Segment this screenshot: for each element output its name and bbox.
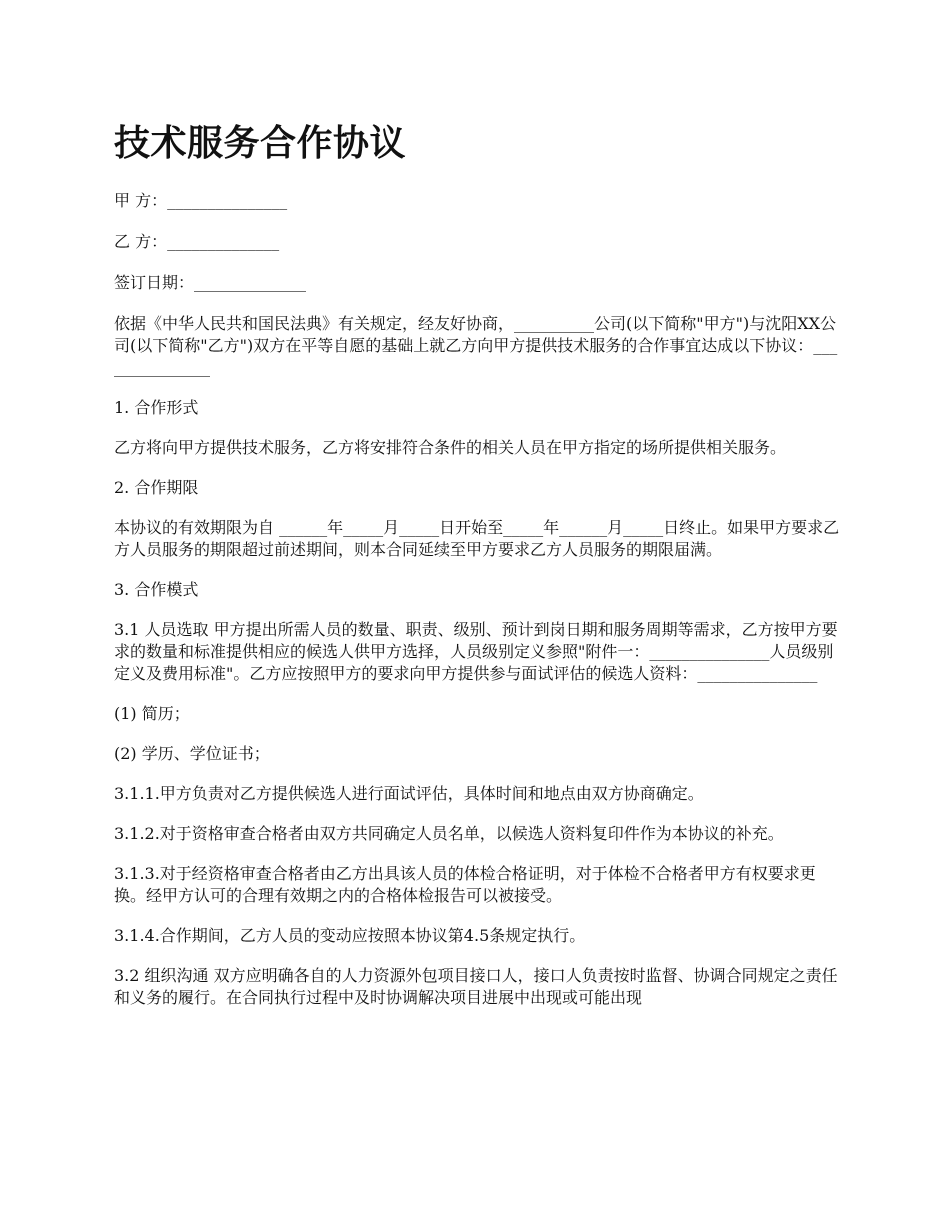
section-1-heading: 1. 合作形式	[114, 398, 199, 417]
section-3-1-2-paragraph: 3.1.2.对于资格审查合格者由双方共同确定人员名单，以候选人资料复印件作为本协议的补充。	[114, 824, 784, 843]
section-3-1-paragraph: 3.1 人员选取 甲方提出所需人员的数量、职责、级别、预计到岗日期和服务周期等需求，乙方按甲方要求的数量和标准提供相应的候选人供甲方选择，人员级别定义参照"附件一：_______________人员级别定义及费用标准"。乙方应按照甲方的要求向甲方提供参与面试评估的候选人资料：_______________	[114, 620, 838, 683]
party-b-line: 乙 方：______________	[114, 232, 280, 251]
section-3-1-4-paragraph: 3.1.4.合作期间，乙方人员的变动应按照本协议第4.5条规定执行。	[114, 926, 586, 945]
section-2-heading: 2. 合作期限	[114, 478, 199, 497]
section-2-body: 本协议的有效期限为自 ______年_____月_____日开始至_____年______月_____日终止。如果甲方要求乙方人员服务的期限超过前述期间，则本合同延续至甲方要求乙方人员服务的期限届满。	[114, 518, 840, 559]
party-a-line: 甲 方：_______________	[114, 191, 288, 210]
intro-paragraph: 依据《中华人民共和国民法典》有关规定，经友好协商，__________公司(以下简称"甲方")与沈阳XX公司(以下简称"乙方")双方在平等自愿的基础上就乙方向甲方提供技术服务的合作事宜达成以下协议：_______________	[114, 314, 838, 377]
list-item-resume: (1) 简历；	[114, 704, 190, 723]
list-item-certificate: (2) 学历、学位证书；	[114, 744, 270, 763]
section-3-1-1-paragraph: 3.1.1.甲方负责对乙方提供候选人进行面试评估，具体时间和地点由双方协商确定。	[114, 784, 704, 803]
section-1-body: 乙方将向甲方提供技术服务，乙方将安排符合条件的相关人员在甲方指定的场所提供相关服务。	[114, 438, 787, 457]
sign-date-line: 签订日期：______________	[114, 273, 307, 292]
section-3-heading: 3. 合作模式	[114, 580, 199, 599]
section-3-2-paragraph: 3.2 组织沟通 双方应明确各自的人力资源外包项目接口人，接口人负责按时监督、协调合同规定之责任和义务的履行。在合同执行过程中及时协调解决项目进展中出现或可能出现	[114, 966, 838, 1007]
document-title: 技术服务合作协议	[114, 123, 407, 164]
section-3-1-3-paragraph: 3.1.3.对于经资格审查合格者由乙方出具该人员的体检合格证明，对于体检不合格者甲方有权要求更换。经甲方认可的合理有效期之内的合格体检报告可以被接受。	[114, 864, 816, 905]
